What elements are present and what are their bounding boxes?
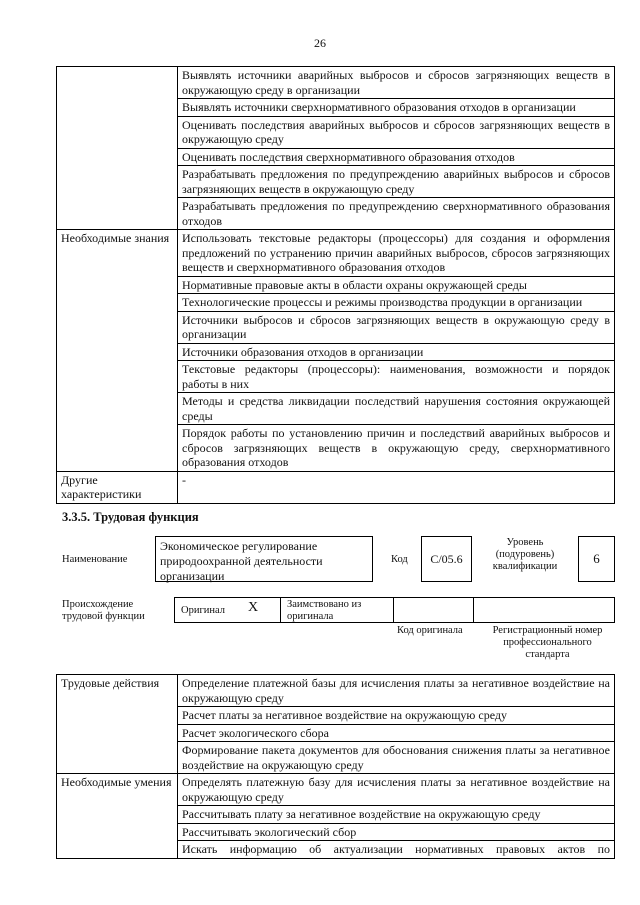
name-label: Наименование — [62, 554, 128, 565]
skill-item: Искать информацию об актуализации нормативных правовых актов по — [178, 841, 615, 859]
borrowed-cell — [280, 597, 394, 623]
page-number: 26 — [314, 36, 326, 50]
table-row — [57, 471, 615, 503]
level-value: 6 — [593, 551, 600, 566]
code-value-box — [421, 536, 472, 582]
original-cell — [174, 597, 281, 623]
origin-label: Происхождение трудовой функции — [62, 599, 145, 622]
action-item: Формирование пакета документов для обоснования снижения платы за негативное воздействие на окружающую среду — [178, 742, 615, 774]
other-label: Другие характеристики — [57, 471, 178, 503]
knowledge-item: Технологические процессы и режимы производства продукции в организации — [178, 294, 615, 312]
reg-number-label: Регистрационный номер профессионального стандарта — [492, 625, 603, 660]
code-original-label: Код оригинала — [397, 625, 463, 636]
action-item: Оценивать последствия сверхнормативного образования отходов — [178, 148, 615, 166]
knowledge-item: Источники образования отходов в организации — [178, 343, 615, 361]
knowledge-item: Использовать текстовые редакторы (процессоры) для создания и оформления предложений по устранению причин аварийных выбросов, сбросов загрязняющих веществ и сверхнормативного образования отходов — [178, 230, 615, 277]
skills-label: Необходимые умения — [57, 774, 178, 859]
original-mark: X — [248, 600, 259, 615]
table-row — [57, 675, 615, 707]
name-value-box — [155, 536, 373, 582]
name-value: Экономическое регулирование природоохранной деятельности организации — [160, 539, 323, 583]
action-item: Расчет экологического сбора — [178, 724, 615, 742]
table-row — [57, 230, 615, 277]
original-label: Оригинал — [181, 605, 225, 616]
code-value: C/05.6 — [430, 551, 463, 566]
action-item: Расчет платы за негативное воздействие на окружающую среду — [178, 707, 615, 725]
knowledge-item: Текстовые редакторы (процессоры): наименования, возможности и порядок работы в них — [178, 361, 615, 393]
knowledge-item: Порядок работы по установлению причин и последствий аварийных выбросов и сбросов загрязняющих веществ в окружающую среду, сверхнормативного образования отходов — [178, 425, 615, 472]
reg-number-cell — [473, 597, 615, 623]
knowledge-item: Источники выбросов и сбросов загрязняющих веществ в окружающую среду в организации — [178, 311, 615, 343]
knowledge-item: Нормативные правовые акты в области охраны окружающей среды — [178, 276, 615, 294]
action-item: Разрабатывать предложения по предупреждению аварийных выбросов и сбросов загрязняющих веществ в окружающую среду — [178, 166, 615, 198]
action-item: Выявлять источники аварийных выбросов и сбросов загрязняющих веществ в окружающую среду в организации — [178, 67, 615, 99]
code-original-cell — [393, 597, 474, 623]
skill-item: Определять платежную базу для исчисления платы за негативное воздействие на окружающую среду — [178, 774, 615, 806]
actions-cont-label — [57, 67, 178, 230]
borrowed-label: Заимствовано из оригинала — [287, 599, 362, 622]
knowledge-item: Методы и средства ликвидации последствий нарушения состояния окружающей среды — [178, 393, 615, 425]
top-table — [56, 66, 615, 504]
section-title: 3.3.5. Трудовая функция — [62, 510, 199, 524]
action-item: Разрабатывать предложения по предупреждению сверхнормативного образования отходов — [178, 198, 615, 230]
code-label: Код — [391, 554, 408, 565]
action-item: Оценивать последствия аварийных выбросов и сбросов загрязняющих веществ в окружающую среду — [178, 116, 615, 148]
level-value-box — [578, 536, 615, 582]
skill-item: Рассчитывать экологический сбор — [178, 823, 615, 841]
skill-item: Рассчитывать плату за негативное воздействие на окружающую среду — [178, 806, 615, 824]
action-item: Определение платежной базы для исчисления платы за негативное воздействие на окружающую среду — [178, 675, 615, 707]
table-row — [57, 67, 615, 99]
knowledge-label: Необходимые знания — [57, 230, 178, 472]
actions-label: Трудовые действия — [57, 675, 178, 774]
action-item: Выявлять источники сверхнормативного образования отходов в организации — [178, 99, 615, 117]
table-row — [57, 774, 615, 806]
bottom-table — [56, 674, 615, 859]
level-label: Уровень (подуровень) квалификации — [492, 537, 558, 572]
other-value: - — [178, 471, 615, 503]
